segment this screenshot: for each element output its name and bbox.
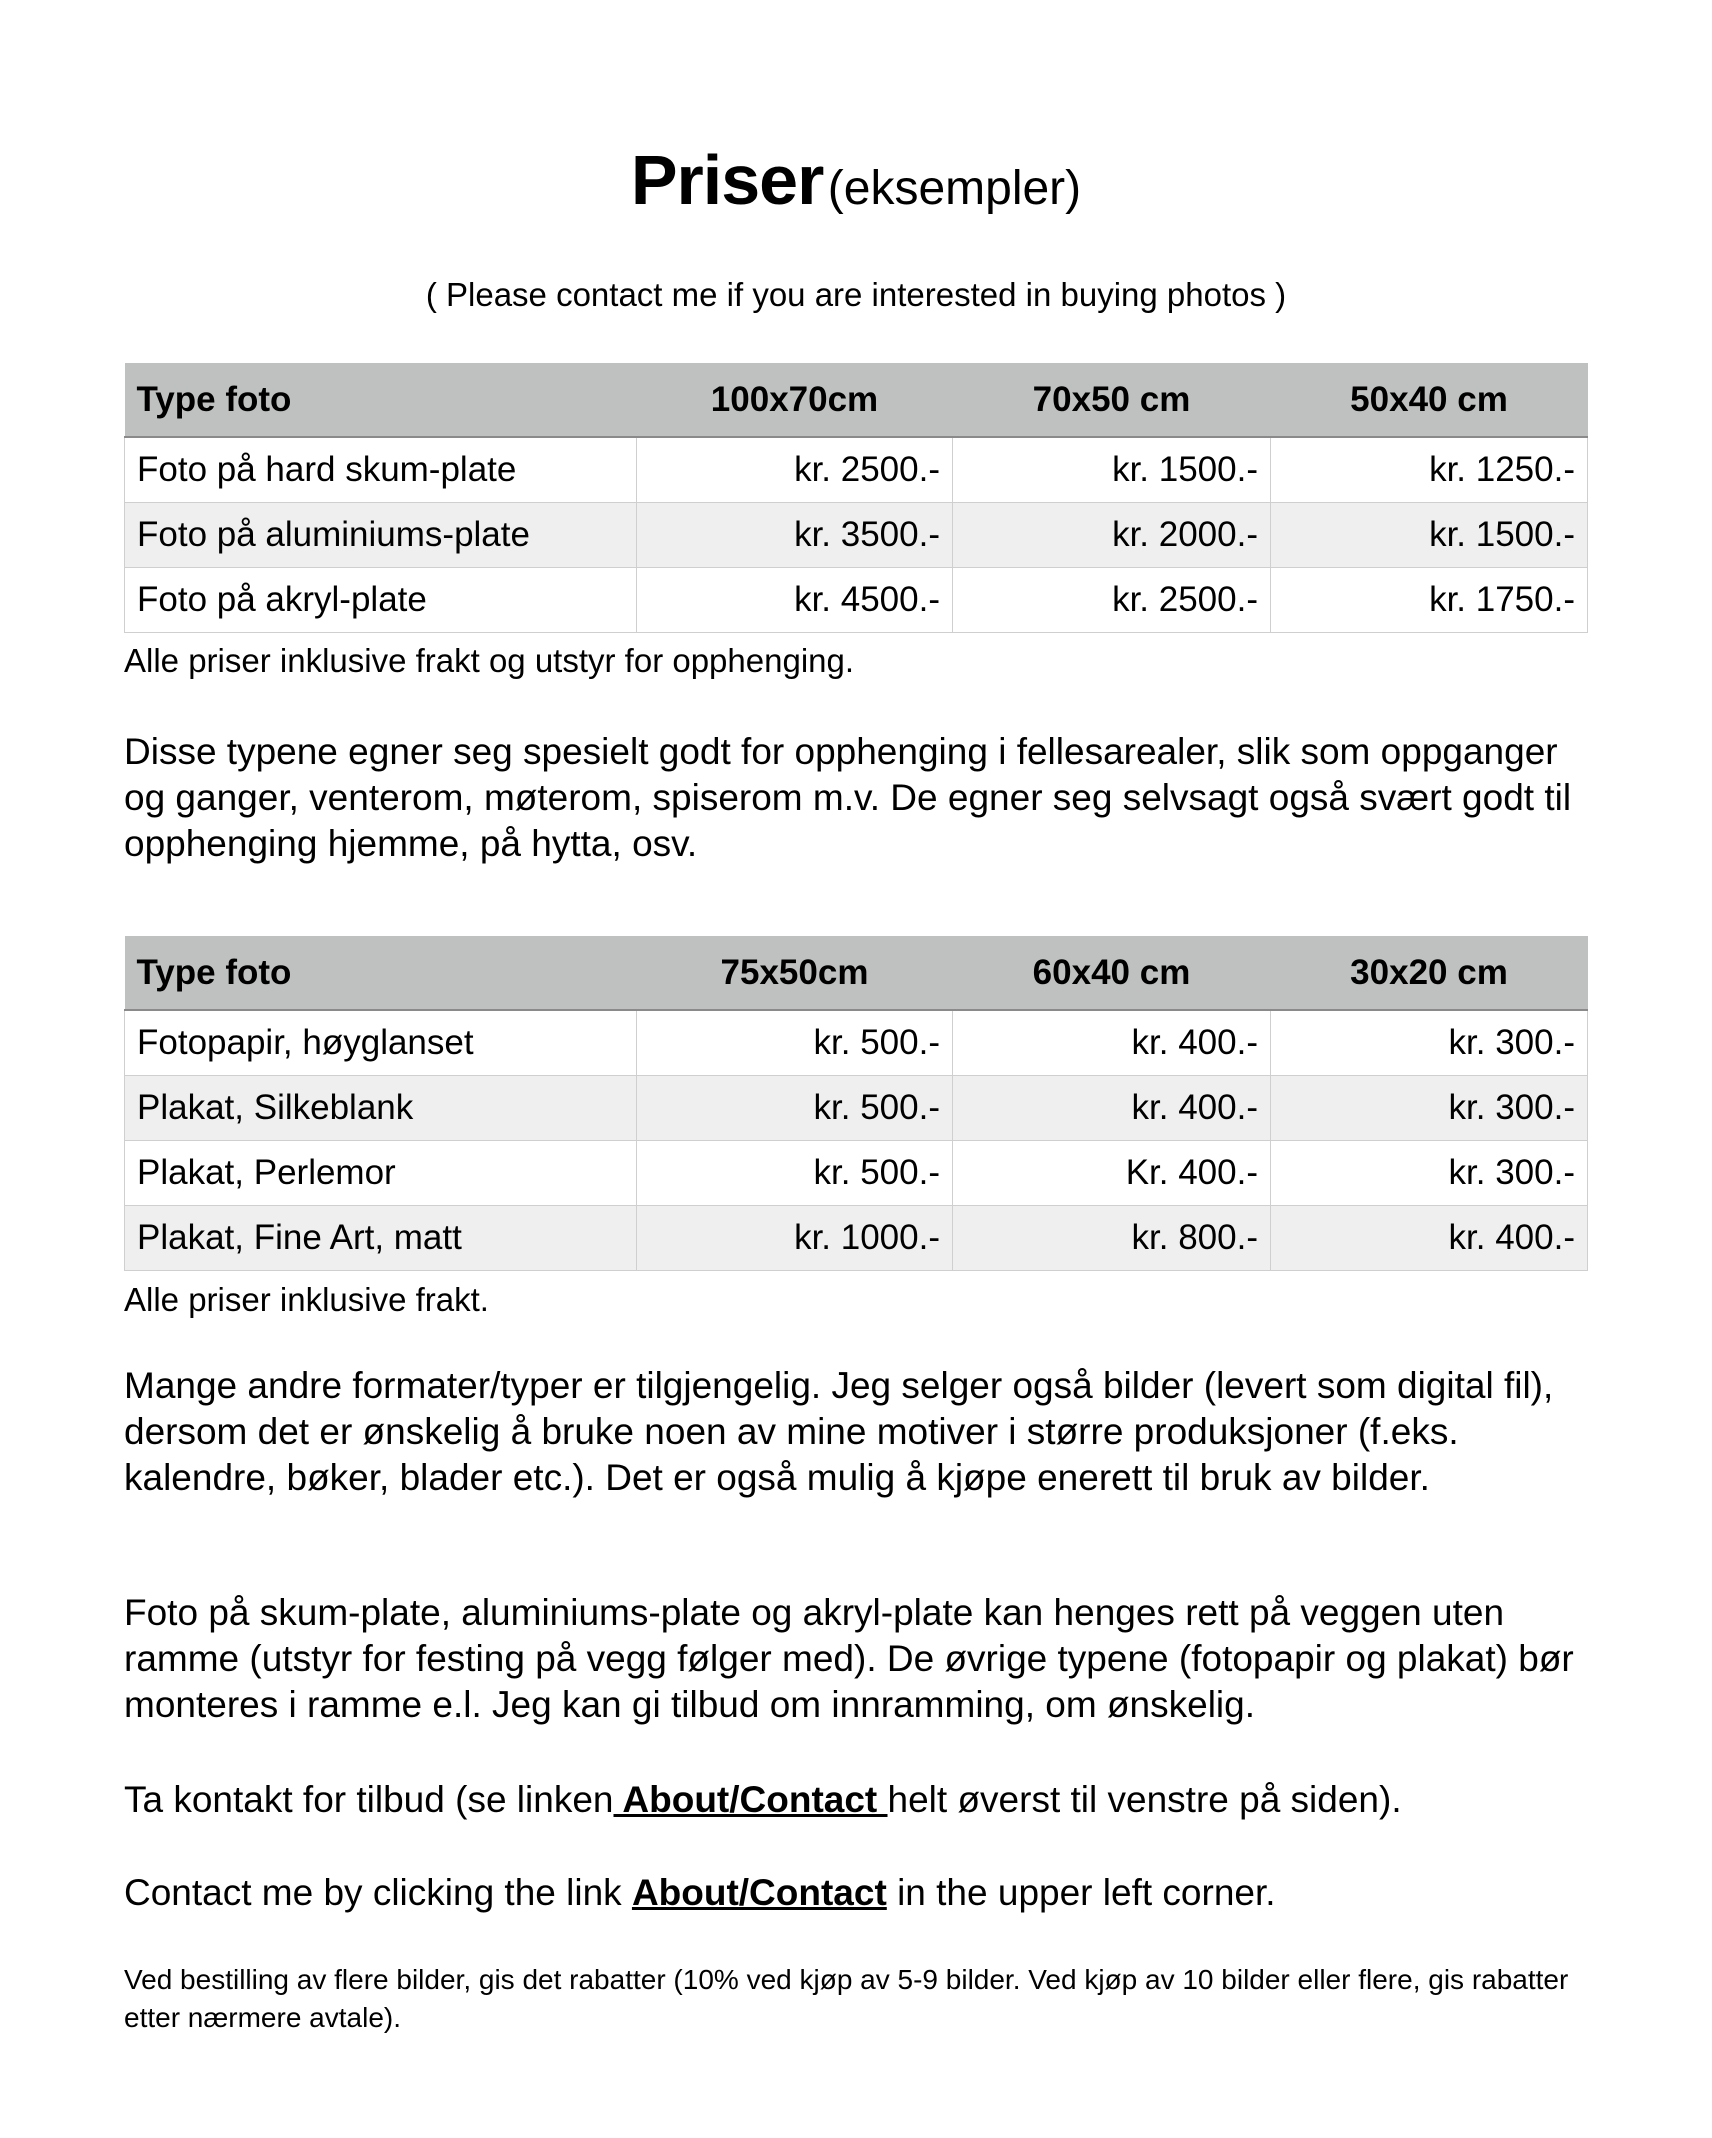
column-header: 30x20 cm <box>1271 936 1588 1010</box>
column-header: 75x50cm <box>637 936 953 1010</box>
paragraph-mounting: Foto på skum-plate, aluminiums-plate og akryl-plate kan henges rett på veggen uten ramme (utstyr for festing på vegg følger med). De øvrige typene (fotopapir og plakat) bør monteres i ramme e.l. Jeg kan gi tilbud om innramming, om ønskelig. <box>124 1592 1574 1725</box>
cell: Kr. 400.- <box>953 1141 1271 1206</box>
table1-note: Alle priser inklusive frakt og utstyr for opphenging. <box>124 642 855 679</box>
contact-norwegian <box>124 1777 1604 1823</box>
page-title <box>0 140 1712 220</box>
cell: kr. 500.- <box>637 1141 953 1206</box>
column-header: 100x70cm <box>637 363 953 437</box>
cell: kr. 1750.- <box>1271 568 1588 633</box>
title-sub: (eksempler) <box>827 162 1082 215</box>
contact-en-text-after: in the upper left corner. <box>886 1872 1276 1913</box>
cell: kr. 1250.- <box>1271 437 1588 503</box>
cell: Foto på aluminiums-plate <box>125 503 637 568</box>
subtitle: ( Please contact me if you are interested in buying photos ) <box>425 276 1287 313</box>
cell: kr. 2000.- <box>953 503 1271 568</box>
cell: Foto på hard skum-plate <box>125 437 637 503</box>
table-row <box>125 503 1588 568</box>
contact-no-text: Ta kontakt for tilbud (se linken <box>124 1779 614 1820</box>
cell: kr. 500.- <box>637 1010 953 1076</box>
table-row <box>125 437 1588 503</box>
column-header: Type foto <box>125 936 637 1010</box>
cell: kr. 1500.- <box>1271 503 1588 568</box>
table-row <box>125 1076 1588 1141</box>
table-row <box>125 1010 1588 1076</box>
contact-en-text: Contact me by clicking the link <box>124 1872 632 1913</box>
price-table-paper <box>124 936 1588 1271</box>
cell: Fotopapir, høyglanset <box>125 1010 637 1076</box>
cell: Plakat, Perlemor <box>125 1141 637 1206</box>
cell: kr. 300.- <box>1271 1141 1588 1206</box>
table-row <box>125 1141 1588 1206</box>
column-header: 50x40 cm <box>1271 363 1588 437</box>
paragraph-usage: Disse typene egner seg spesielt godt for opphenging i fellesarealer, slik som oppganger og ganger, venterom, møterom, spiserom m.v. De egner seg selvsagt også svært godt til opphenging hjemme, på hytta, osv. <box>124 731 1572 864</box>
contact-english <box>124 1870 1604 1916</box>
cell: kr. 400.- <box>1271 1206 1588 1271</box>
cell: kr. 2500.- <box>637 437 953 503</box>
contact-no-text-after: helt øverst til venstre på siden). <box>887 1779 1402 1820</box>
column-header: 70x50 cm <box>953 363 1271 437</box>
cell: kr. 400.- <box>953 1076 1271 1141</box>
price-table-plates <box>124 363 1588 633</box>
cell: Foto på akryl-plate <box>125 568 637 633</box>
cell: kr. 500.- <box>637 1076 953 1141</box>
cell: kr. 300.- <box>1271 1010 1588 1076</box>
cell: Plakat, Fine Art, matt <box>125 1206 637 1271</box>
about-contact-link[interactable]: About/Contact <box>613 1779 888 1820</box>
cell: kr. 2500.- <box>953 568 1271 633</box>
discount-note: Ved bestilling av flere bilder, gis det rabatter (10% ved kjøp av 5-9 bilder. Ved kjøp av 10 bilder eller flere, gis rabatter etter nærmere avtale). <box>124 1964 1569 2033</box>
table-row <box>125 568 1588 633</box>
title-main: Priser <box>630 141 824 219</box>
cell: kr. 1000.- <box>637 1206 953 1271</box>
table-row <box>125 1206 1588 1271</box>
table2-note: Alle priser inklusive frakt. <box>124 1281 489 1318</box>
cell: kr. 1500.- <box>953 437 1271 503</box>
paragraph-formats: Mange andre formater/typer er tilgjengelig. Jeg selger også bilder (levert som digital fil), dersom det er ønskelig å bruke noen av mine motiver i større produksjoner (f.eks. kalendre, bøker, blader etc.). Det er også mulig å kjøpe enerett til bruk av bilder. <box>124 1365 1554 1498</box>
table-header-row <box>125 363 1588 437</box>
column-header: Type foto <box>125 363 637 437</box>
cell: kr. 3500.- <box>637 503 953 568</box>
table-header-row <box>125 936 1588 1010</box>
cell: kr. 800.- <box>953 1206 1271 1271</box>
about-contact-link[interactable]: About/Contact <box>631 1872 887 1913</box>
cell: kr. 400.- <box>953 1010 1271 1076</box>
cell: kr. 4500.- <box>637 568 953 633</box>
cell: kr. 300.- <box>1271 1076 1588 1141</box>
column-header: 60x40 cm <box>953 936 1271 1010</box>
cell: Plakat, Silkeblank <box>125 1076 637 1141</box>
